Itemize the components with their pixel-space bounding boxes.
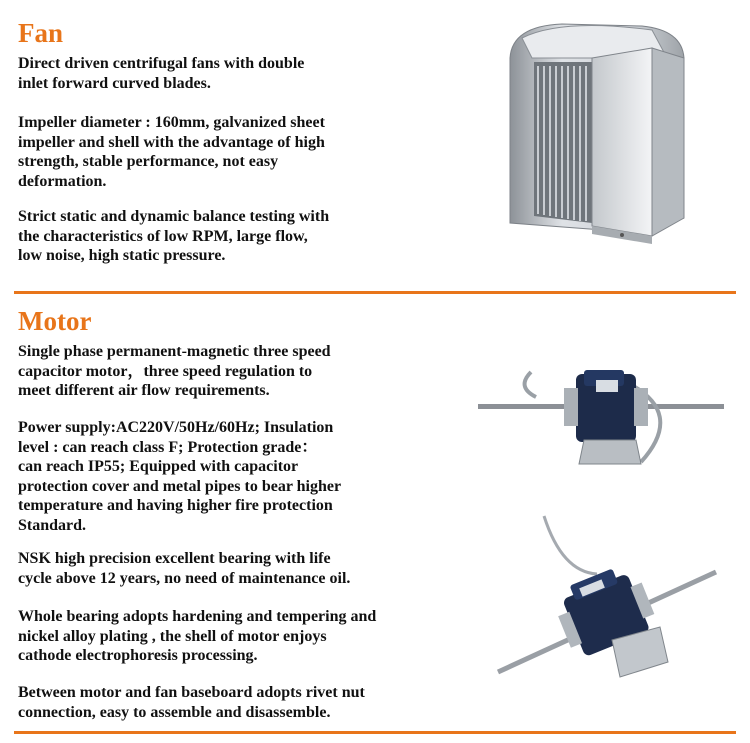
fan-balance-text: Strict static and dynamic balance testing with the characteristics of low RPM, large flow, low noise, high static pressure. xyxy=(18,208,330,264)
motor-power-text: Power supply:AC220V/50Hz/60Hz; Insulation level : can reach class F; Protection grade： can reach IP55; Equipped with capacitor protection cover and metal pipes to bear higher temperature and having higher fire protection Standard. xyxy=(18,419,342,534)
motor-plating-text: Whole bearing adopts hardening and tempering and nickel alloy plating , the shell of motor enjoys cathode electrophoresis processing. xyxy=(18,608,377,664)
centrifugal-fan-image xyxy=(492,18,692,250)
motor-image-bottom xyxy=(492,512,722,687)
motor-heading: Motor xyxy=(18,306,92,336)
fan-impeller-text: Impeller diameter : 160mm, galvanized sheet impeller and shell with the advantage of high strength, stable performance, not easy deformation. xyxy=(18,114,325,190)
fan-heading: Fan xyxy=(18,18,64,48)
section-divider xyxy=(14,291,736,294)
motor-description: Single phase permanent-magnetic three speed capacitor motor，three speed regulation to meet different air flow requirements. xyxy=(18,343,331,399)
fan-description: Direct driven centrifugal fans with double inlet forward curved blades. xyxy=(18,55,305,92)
motor-bearing-text: NSK high precision excellent bearing with life cycle above 12 years, no need of maintenance oil. xyxy=(18,550,351,587)
motor-connection-text: Between motor and fan baseboard adopts rivet nut connection, easy to assemble and disassemble. xyxy=(18,684,365,721)
motor-image-top xyxy=(476,352,726,472)
bottom-divider xyxy=(14,731,736,734)
